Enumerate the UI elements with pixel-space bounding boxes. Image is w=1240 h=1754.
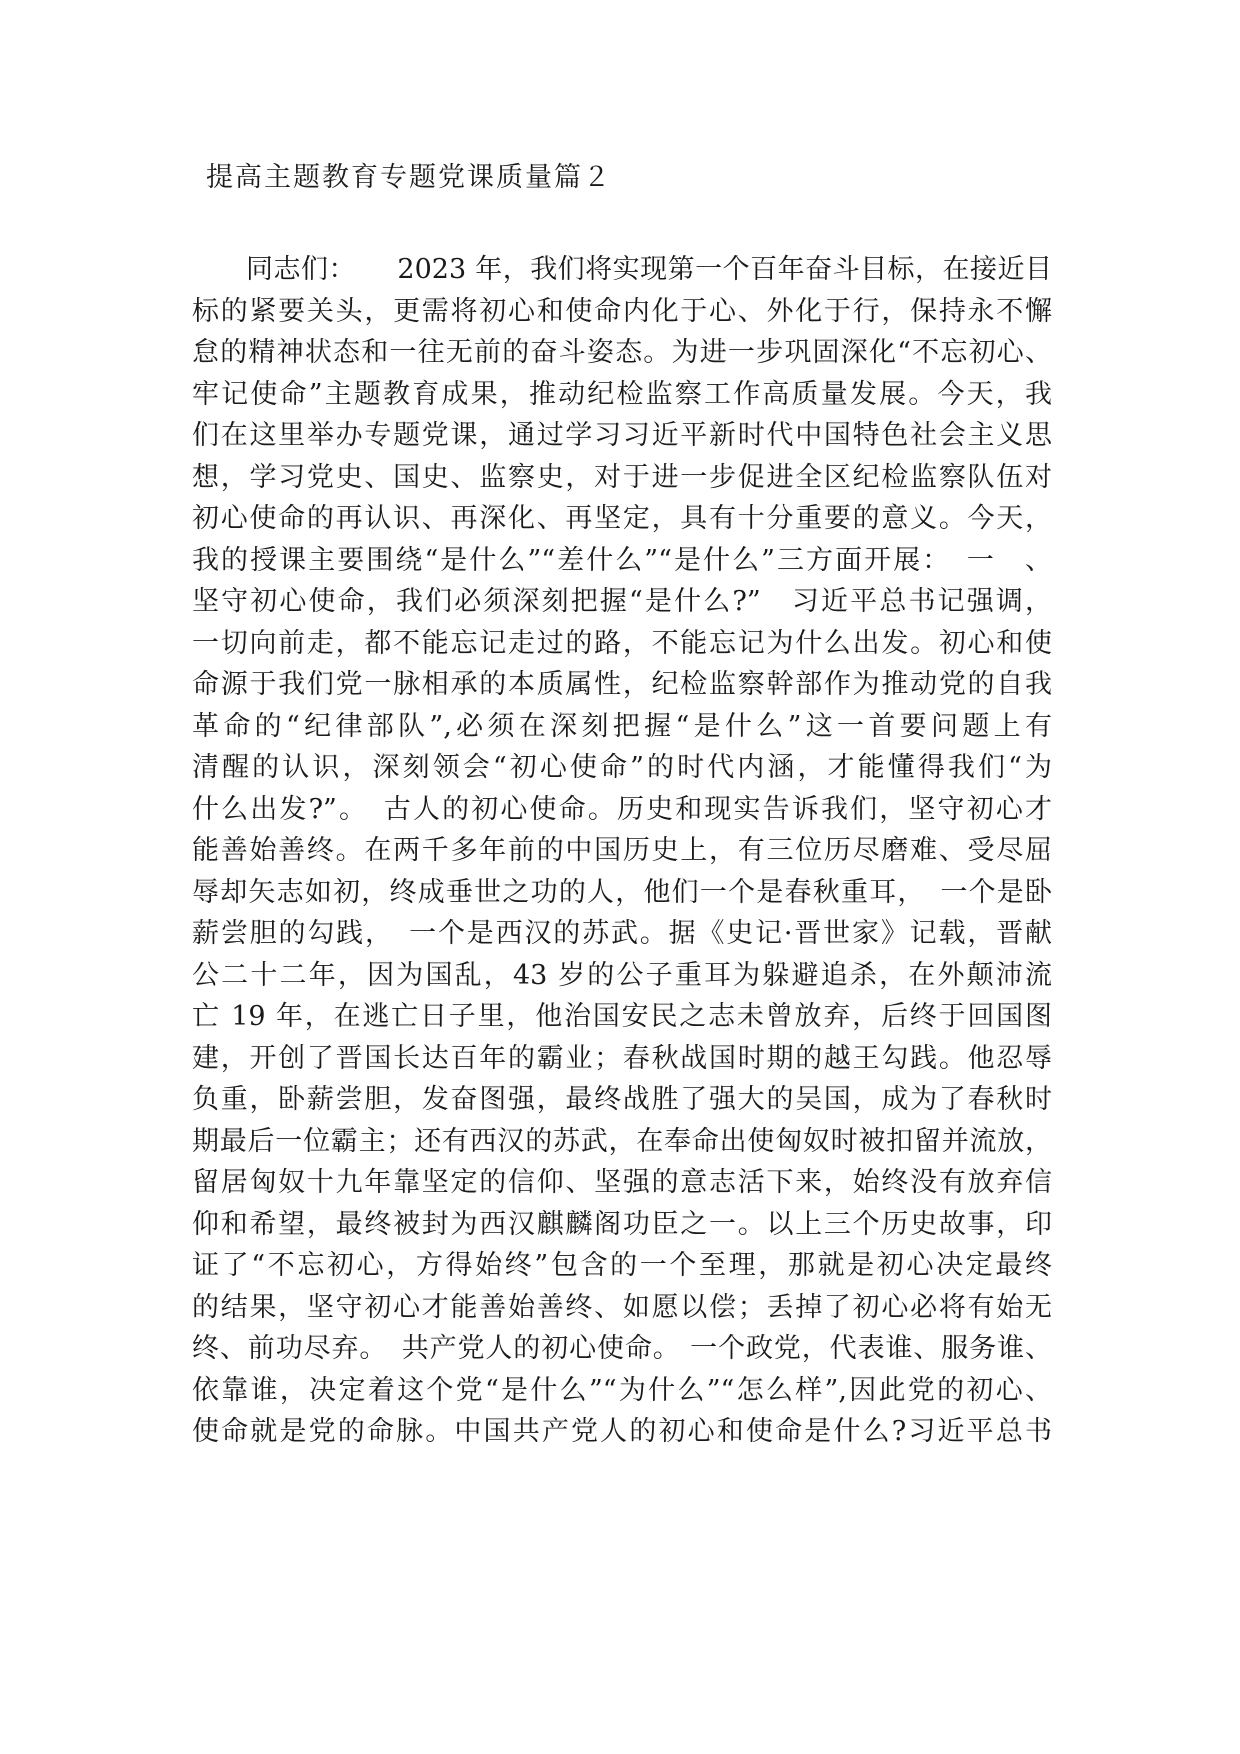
body-line: 初心使命的再认识、再深化、再坚定，具有十分重要的意义。今天， xyxy=(192,503,1052,534)
body-line: 期最后一位霸主；还有西汉的苏武，在奉命出使匈奴时被扣留并流放， xyxy=(192,1125,1052,1157)
body-line: 辱却矢志如初，终成垂世之功的人，他们一个是春秋重耳， 一个是卧 xyxy=(192,876,1052,908)
body-line: 建，开创了晋国长达百年的霸业；春秋战国时期的越王勾践。他忍辱 xyxy=(192,1042,1052,1074)
body-line: 亡 19 年，在逃亡日子里，他治国安民之志未曾放弃，后终于回国图 xyxy=(192,1001,1052,1032)
body-line: 标的紧要关头，更需将初心和使命内化于心、外化于行，保持永不懈 xyxy=(192,295,1052,327)
document-body xyxy=(192,249,1052,1453)
body-line: 同志们： 2023 年，我们将实现第一个百年奋斗目标，在接近目 xyxy=(246,254,1052,285)
body-line: 终、前功尽弃。 共产党人的初心使命。 一个政党，代表谁、服务谁、 xyxy=(192,1333,1052,1364)
body-line: 命源于我们党一脉相承的本质属性，纪检监察幹部作为推动党的自我 xyxy=(192,669,1052,700)
body-line: 坚守初心使命，我们必须深刻把握“是什么?” 习近平总书记强调， xyxy=(192,586,1052,617)
body-line: 我的授课主要围绕“是什么”“差什么”“是什么”三方面开展： 一 、 xyxy=(192,544,1052,576)
body-line: 负重，卧薪尝胆，发奋图强，最终战胜了强大的吴国，成为了春秋时 xyxy=(192,1084,1052,1115)
body-line: 革命的“纪律部队”,必须在深刻把握“是什么”这一首要问题上有 xyxy=(192,710,1052,742)
body-line: 牢记使命”主题教育成果，推动纪检监察工作高质量发展。今天，我 xyxy=(192,378,1052,410)
body-line: 公二十二年，因为国乱，43 岁的公子重耳为躲避追杀，在外颠沛流 xyxy=(192,959,1052,991)
body-line: 薪尝胆的勾践， 一个是西汉的苏武。据《史记·晋世家》记载，晋献 xyxy=(192,918,1052,949)
body-line: 能善始善终。在两千多年前的中国历史上，有三位历尽磨难、受尽屈 xyxy=(192,835,1052,866)
body-line: 依靠谁，决定着这个党“是什么”“为什么”“怎么样”,因此党的初心、 xyxy=(192,1374,1052,1406)
document-title: 提高主题教育专题党课质量篇２ xyxy=(206,162,612,193)
body-line: 清醒的认识，深刻领会“初心使命”的时代内涵，才能懂得我们“为 xyxy=(192,752,1052,783)
body-line: 们在这里举办专题党课，通过学习习近平新时代中国特色社会主义思 xyxy=(192,420,1052,451)
body-line: 仰和希望，最终被封为西汉麒麟阁功臣之一。以上三个历史故事，印 xyxy=(192,1208,1052,1240)
body-line: 的结果，坚守初心才能善始善终、如愿以偿；丢掉了初心必将有始无 xyxy=(192,1291,1052,1323)
body-line: 使命就是党的命脉。中国共产党人的初心和使命是什么?习近平总书 xyxy=(192,1416,1052,1447)
body-line: 留居匈奴十九年靠坚定的信仰、坚强的意志活下来，始终没有放弃信 xyxy=(192,1167,1052,1198)
body-line: 什么出发?”。 古人的初心使命。历史和现实告诉我们，坚守初心才 xyxy=(192,793,1052,825)
body-line: 一切向前走，都不能忘记走过的路，不能忘记为什么出发。初心和使 xyxy=(192,627,1052,659)
body-line: 证了“不忘初心，方得始终”包含的一个至理，那就是初心决定最终 xyxy=(192,1250,1052,1281)
body-line: 怠的精神状态和一往无前的奋斗姿态。为进一步巩固深化“不忘初心、 xyxy=(192,337,1052,368)
body-line: 想，学习党史、国史、监察史，对于进一步促进全区纪检监察队伍对 xyxy=(192,461,1052,493)
